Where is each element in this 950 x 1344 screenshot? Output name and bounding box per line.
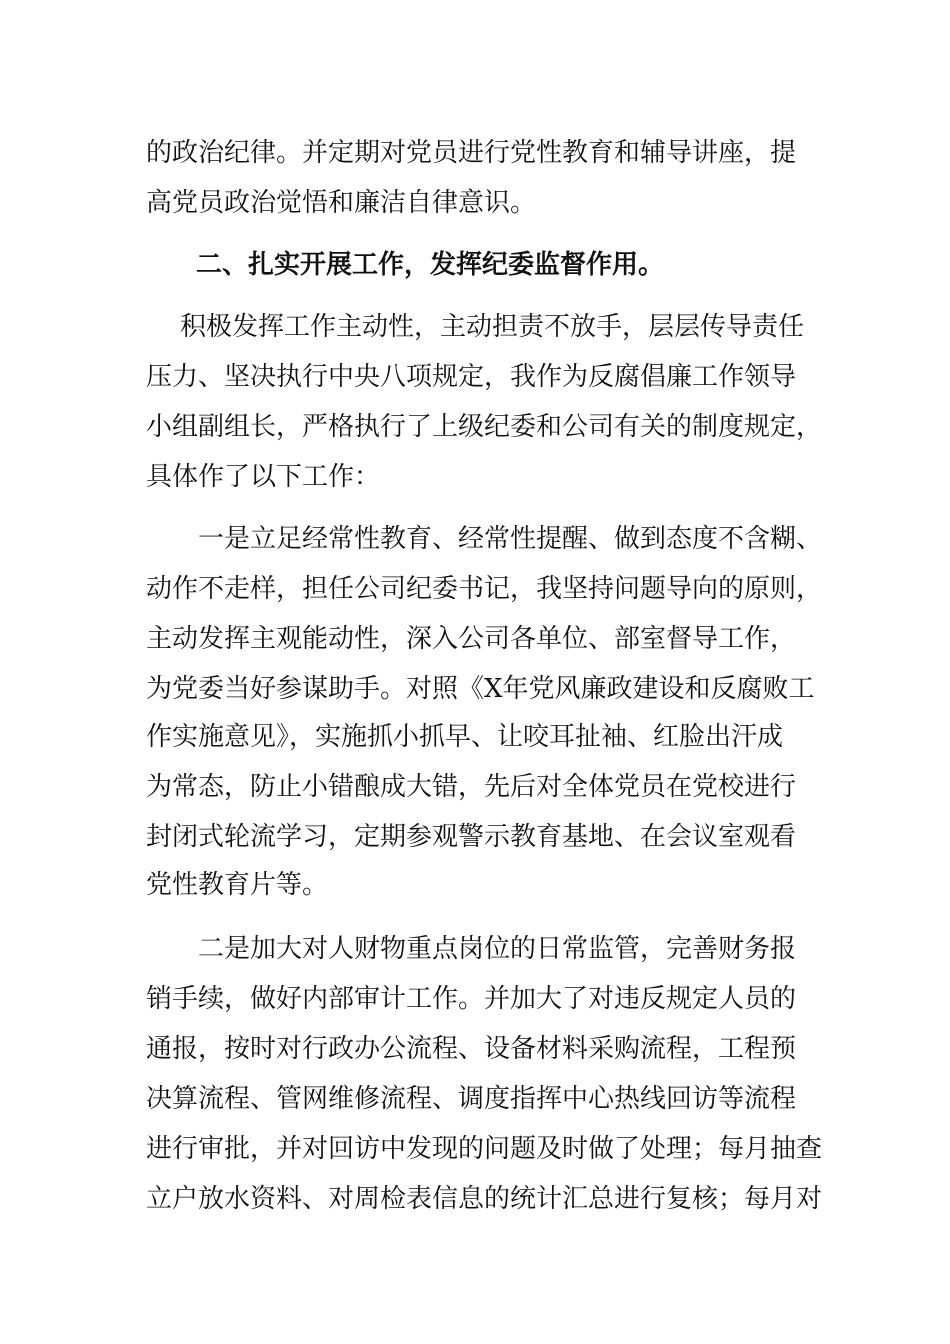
- text-line: 小组副组长，严格执行了上级纪委和公司有关的制度规定，: [146, 412, 823, 442]
- text-line: 一是立足经常性教育、经常性提醒、做到态度不含糊、: [198, 524, 823, 554]
- section-heading: 二、扎实开展工作，发挥纪委监督作用。: [196, 250, 665, 280]
- text-line: 为党委当好参谋助手。对照《X年党风廉政建设和反腐败工: [146, 674, 815, 704]
- text-line: 党性教育片等。: [146, 870, 329, 900]
- text-line: 立户放水资料、对周检表信息的统计汇总进行复核；每月对: [146, 1184, 823, 1214]
- text-line: 作实施意见》，实施抓小抓早、让咬耳扯袖、红脸出汗成: [146, 722, 784, 752]
- text-line: 的政治纪律。并定期对党员进行党性教育和辅导讲座，提: [146, 138, 797, 168]
- text-line: 销手续，做好内部审计工作。并加大了对违反规定人员的: [146, 984, 797, 1014]
- text-line: 压力、坚决执行中央八项规定，我作为反腐倡廉工作领导: [146, 362, 797, 392]
- text-line: 具体作了以下工作：: [146, 462, 381, 492]
- text-line: 高党员政治觉悟和廉洁自律意识。: [146, 188, 537, 218]
- text-line: 积极发挥工作主动性，主动担责不放手，层层传导责任: [180, 312, 805, 342]
- text-line: 为常态，防止小错酿成大错，先后对全体党员在党校进行: [146, 772, 797, 802]
- text-line: 动作不走样，担任公司纪委书记，我坚持问题导向的原则，: [146, 574, 823, 604]
- text-line: 通报，按时对行政办公流程、设备材料采购流程，工程预: [146, 1034, 797, 1064]
- text-line: 主动发挥主观能动性，深入公司各单位、部室督导工作，: [146, 624, 797, 654]
- text-line: 封闭式轮流学习，定期参观警示教育基地、在会议室观看: [146, 822, 797, 852]
- text-line: 二是加大对人财物重点岗位的日常监管，完善财务报: [198, 934, 797, 964]
- text-line: 决算流程、管网维修流程、调度指挥中心热线回访等流程: [146, 1084, 797, 1114]
- text-line: 进行审批，并对回访中发现的问题及时做了处理；每月抽查: [146, 1134, 823, 1164]
